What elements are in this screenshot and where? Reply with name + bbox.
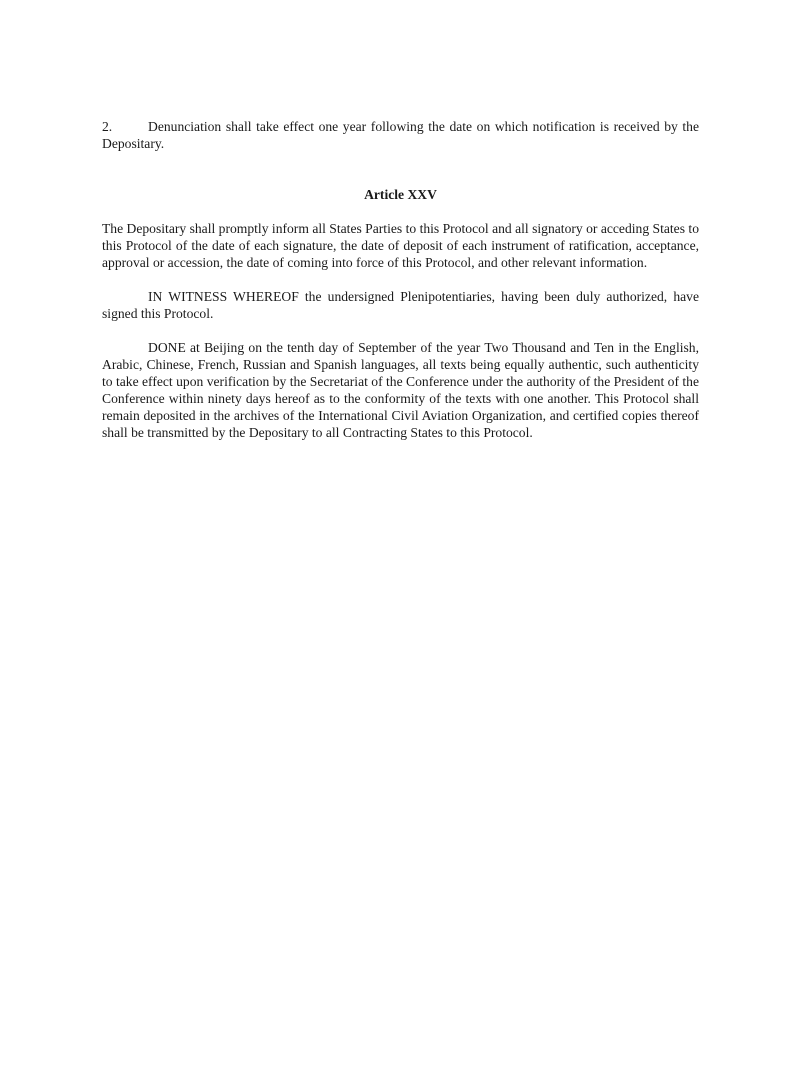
clause-2-text: Denunciation shall take effect one year following the date on which notification is received by the Depositary.	[102, 119, 699, 151]
spacer	[102, 271, 699, 288]
spacer	[102, 322, 699, 339]
witness-paragraph: IN WITNESS WHEREOF the undersigned Plenipotentiaries, having been duly authorized, have signed this Protocol.	[102, 289, 699, 321]
spacer	[102, 152, 699, 186]
article-paragraph: The Depositary shall promptly inform all States Parties to this Protocol and all signatory or acceding States to this Protocol of the date of each signature, the date of deposit of each instrument of ratification, acceptance, approval or accession, the date of coming into force of this Protocol, and other relevant information.	[102, 221, 699, 270]
document-page	[102, 118, 699, 441]
clause-2	[102, 118, 699, 152]
clause-2-number: 2.	[102, 119, 113, 134]
spacer	[102, 203, 699, 220]
article-heading: Article XXV	[364, 187, 437, 202]
done-paragraph: DONE at Beijing on the tenth day of September of the year Two Thousand and Ten in the English, Arabic, Chinese, French, Russian and Spanish languages, all texts being equally authentic, such authenticity to take effect upon verification by the Secretariat of the Conference under the authority of the President of the Conference within ninety days hereof as to the conformity of the texts with one another. This Protocol shall remain deposited in the archives of the International Civil Aviation Organization, and certified copies thereof shall be transmitted by the Depositary to all Contracting States to this Protocol.	[102, 340, 699, 440]
